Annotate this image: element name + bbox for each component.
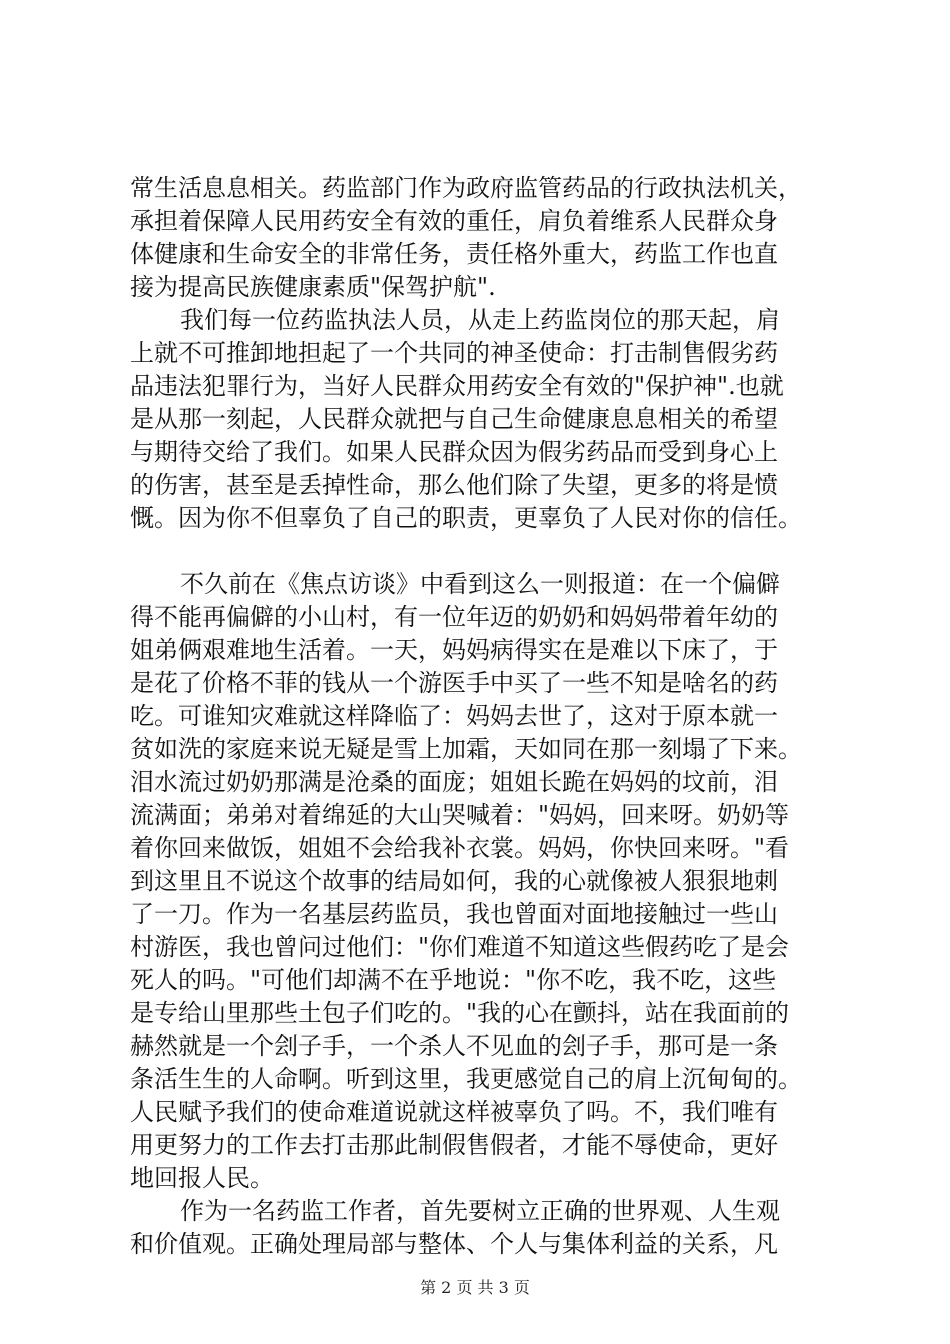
text-line: 贫如洗的家庭来说无疑是雪上加霜，天如同在那一刻塌了下来。 [130,735,802,763]
text-line: 与期待交给了我们。如果人民群众因为假劣药品而受到身心上 [130,438,778,466]
text-line: 赫然就是一个刽子手，一个杀人不见血的刽子手，那可是一条 [130,1032,778,1060]
text-line: 流满面；弟弟对着绵延的大山哭喊着："妈妈，回来呀。奶奶等 [130,801,790,829]
paragraph-4 [130,1195,850,1261]
text-line: 接为提高民族健康素质"保驾护航". [130,273,496,301]
text-line: 是花了价格不菲的钱从一个游医手中买了一些不知是啥名的药 [130,669,778,697]
text-line: 是从那一刻起，人民群众就把与自己生命健康息息相关的希望 [130,405,778,433]
text-line: 了一刀。作为一名基层药监员，我也曾面对面地接触过一些山 [130,900,778,928]
text-line: 我们每一位药监执法人员，从走上药监岗位的那天起，肩 [180,306,780,334]
text-line: 得不能再偏僻的小山村，有一位年迈的奶奶和妈妈带着年幼的 [130,603,778,631]
paragraph-3 [130,568,850,1195]
text-line: 着你回来做饭，姐姐不会给我补衣裳。妈妈，你快回来呀。"看 [130,834,790,862]
text-line: 承担着保障人民用药安全有效的重任，肩负着维系人民群众身 [130,207,778,235]
text-line: 人民赋予我们的使命难道说就这样被辜负了吗。不，我们唯有 [130,1098,778,1126]
text-line: 用更努力的工作去打击那此制假售假者，才能不辱使命，更好 [130,1131,778,1159]
text-line: 和价值观。正确处理局部与整体、个人与集体利益的关系，凡 [130,1230,778,1258]
text-line: 常生活息息相关。药监部门作为政府监管药品的行政执法机关， [130,174,802,202]
page-number-footer: 第 2 页 共 3 页 [420,1278,530,1297]
text-line: 村游医，我也曾问过他们："你们难道不知道这些假药吃了是会 [130,933,790,961]
text-line: 泪水流过奶奶那满是沧桑的面庞；姐姐长跪在妈妈的坟前，泪 [130,768,778,796]
paragraph-2 [130,304,850,535]
text-line: 死人的吗。"可他们却满不在乎地说："你不吃，我不吃，这些 [130,966,777,994]
text-line: 条活生生的人命啊。听到这里，我更感觉自己的肩上沉甸甸的。 [130,1065,802,1093]
paragraph-spacer [130,535,850,568]
text-line: 吃。可谁知灾难就这样降临了：妈妈去世了，这对于原本就一 [130,702,778,730]
text-line: 上就不可推卸地担起了一个共同的神圣使命：打击制售假劣药 [130,339,778,367]
text-line: 慨。因为你不但辜负了自己的职责，更辜负了人民对你的信任。 [130,504,802,532]
text-line: 姐弟俩艰难地生活着。一天，妈妈病得实在是难以下床了，于 [130,636,778,664]
text-line: 体健康和生命安全的非常任务，责任格外重大，药监工作也直 [130,240,778,268]
text-line: 的伤害，甚至是丢掉性命，那么他们除了失望，更多的将是愤 [130,471,778,499]
text-line: 品违法犯罪行为，当好人民群众用药安全有效的"保护神".也就 [130,372,784,400]
text-line: 地回报人民。 [130,1164,274,1192]
text-line: 到这里且不说这个故事的结局如何，我的心就像被人狠狠地刺 [130,867,778,895]
text-line: 不久前在《焦点访谈》中看到这么一则报道：在一个偏僻 [180,570,780,598]
text-line: 作为一名药监工作者，首先要树立正确的世界观、人生观 [180,1197,780,1225]
document-body [130,172,850,1261]
paragraph-1 [130,172,850,304]
text-line: 是专给山里那些土包子们吃的。"我的心在颤抖，站在我面前的 [130,999,790,1027]
